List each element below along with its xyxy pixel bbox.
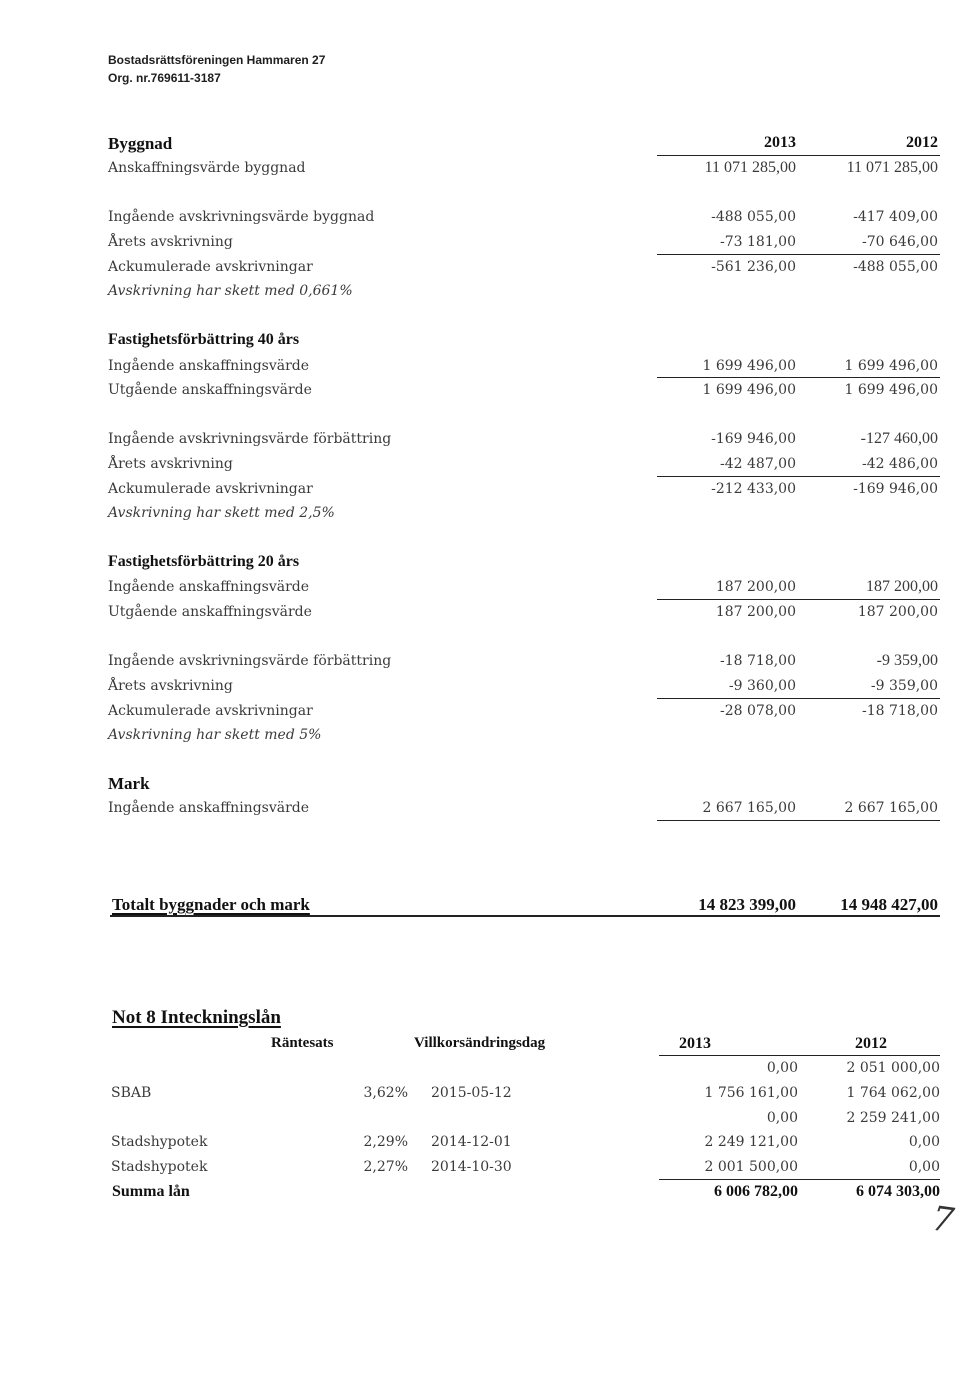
value-2013: -42 487,00 [720, 456, 796, 472]
value-2013: 1 699 496,00 [702, 382, 796, 398]
value-2012: 11 071 285,00 [846, 159, 938, 176]
value-2013: 187 200,00 [715, 579, 796, 595]
sum-rule [657, 476, 940, 477]
value-2012: -9 359,00 [876, 652, 938, 669]
page-number-mark: 7 [929, 1198, 957, 1242]
value-2012: -9 359,00 [870, 678, 938, 694]
loan-2012: 2 259 241,00 [846, 1110, 940, 1126]
sum-rule [657, 820, 940, 821]
note8-title: Not 8 Inteckningslån [112, 1007, 281, 1028]
row-label: Anskaffningsvärde byggnad [108, 160, 306, 176]
row-label: Ackumulerade avskrivningar [108, 703, 313, 719]
value-2013: -169 946,00 [711, 431, 796, 447]
loan-2012: 0,00 [908, 1134, 940, 1150]
value-2013: -18 718,00 [720, 653, 796, 669]
loan-rate: 3,62% [363, 1085, 408, 1101]
sum-rule [657, 254, 940, 255]
value-2012: 1 699 496,00 [844, 358, 938, 374]
loan-rate: 2,27% [363, 1159, 408, 1175]
loan-2012: 2 051 000,00 [846, 1060, 940, 1076]
org-name: Bostadsrättsföreningen Hammaren 27 [108, 53, 326, 67]
row-label: Ingående avskrivningsvärde förbättring [108, 653, 392, 669]
section-title-mark: Mark [108, 774, 150, 793]
value-2012: -70 646,00 [862, 234, 938, 250]
total-rule [110, 915, 940, 917]
section-title-forb20: Fastighetsförbättring 20 års [108, 553, 300, 570]
row-label: Ingående anskaffningsvärde [108, 800, 310, 816]
row-label: Ingående anskaffningsvärde [108, 358, 310, 374]
row-label: Ackumulerade avskrivningar [108, 481, 313, 497]
value-2012: -488 055,00 [853, 259, 938, 275]
header-rule [657, 155, 940, 156]
loan-2012: 0,00 [908, 1159, 940, 1175]
total-label: Totalt byggnader och mark [112, 895, 310, 914]
value-2012: 2 667 165,00 [844, 800, 938, 816]
loan-2013: 2 249 121,00 [704, 1134, 798, 1150]
value-2013: 11 071 285,00 [704, 159, 796, 176]
value-2013: -212 433,00 [711, 481, 796, 497]
sum-rule [657, 377, 940, 378]
value-2012: 187 200,00 [866, 578, 938, 595]
loan-2012: 1 764 062,00 [846, 1085, 940, 1101]
value-2013: -9 360,00 [728, 678, 796, 694]
loan-sum-2012: 6 074 303,00 [856, 1183, 940, 1200]
value-2012: -127 460,00 [860, 430, 938, 447]
org-number: Org. nr.769611-3187 [108, 71, 221, 85]
sum-rule [657, 698, 940, 699]
section-title-byggnad: Byggnad [108, 134, 173, 153]
loan-date: 2015-05-12 [431, 1085, 512, 1101]
row-label: Ingående avskrivningsvärde förbättring [108, 431, 392, 447]
value-2012: -42 486,00 [862, 456, 938, 472]
section-title-forb40: Fastighetsförbättring 40 års [108, 331, 300, 348]
row-label: Ackumulerade avskrivningar [108, 259, 313, 275]
row-label: Ingående avskrivningsvärde byggnad [108, 209, 375, 225]
value-2013: -561 236,00 [711, 259, 796, 275]
col-header-2012: 2012 [855, 1035, 887, 1052]
value-2013: 187 200,00 [715, 604, 796, 620]
loan-rate: 2,29% [363, 1134, 408, 1150]
loan-date: 2014-12-01 [431, 1134, 512, 1150]
year-header-2013: 2013 [764, 134, 796, 151]
total-2012: 14 948 427,00 [840, 895, 938, 914]
value-2013: -28 078,00 [720, 703, 796, 719]
row-label: Utgående anskaffningsvärde [108, 382, 312, 398]
value-2012: -169 946,00 [853, 481, 938, 497]
value-2013: -73 181,00 [720, 234, 796, 250]
row-label: Årets avskrivning [108, 678, 233, 694]
value-2012: 187 200,00 [857, 604, 938, 620]
depreciation-note: Avskrivning har skett med 5% [108, 727, 322, 743]
loan-2013: 0,00 [766, 1060, 798, 1076]
loan-sum-2013: 6 006 782,00 [714, 1183, 798, 1200]
value-2013: 1 699 496,00 [702, 358, 796, 374]
value-2013: -488 055,00 [711, 209, 796, 225]
loan-lender: SBAB [111, 1085, 152, 1101]
header-rule [659, 1055, 940, 1056]
loan-lender: Stadshypotek [111, 1134, 208, 1150]
total-2013: 14 823 399,00 [698, 895, 796, 914]
row-label: Utgående anskaffningsvärde [108, 604, 312, 620]
loan-lender: Stadshypotek [111, 1159, 208, 1175]
loan-date: 2014-10-30 [431, 1159, 512, 1175]
loan-sum-label: Summa lån [112, 1183, 190, 1200]
year-header-2012: 2012 [906, 134, 938, 151]
row-label: Årets avskrivning [108, 456, 233, 472]
value-2012: 1 699 496,00 [844, 382, 938, 398]
row-label: Ingående anskaffningsvärde [108, 579, 310, 595]
loan-2013: 0,00 [766, 1110, 798, 1126]
depreciation-note: Avskrivning har skett med 0,661% [108, 283, 353, 299]
value-2012: -417 409,00 [853, 209, 938, 225]
value-2013: 2 667 165,00 [702, 800, 796, 816]
value-2012: -18 718,00 [862, 703, 938, 719]
loan-2013: 2 001 500,00 [704, 1159, 798, 1175]
col-header-rate: Räntesats [271, 1035, 334, 1051]
depreciation-note: Avskrivning har skett med 2,5% [108, 505, 335, 521]
loan-2013: 1 756 161,00 [704, 1085, 798, 1101]
col-header-date: Villkorsändringsdag [414, 1035, 546, 1051]
sum-rule [659, 1179, 940, 1180]
row-label: Årets avskrivning [108, 234, 233, 250]
col-header-2013: 2013 [679, 1035, 711, 1052]
sum-rule [657, 599, 940, 600]
